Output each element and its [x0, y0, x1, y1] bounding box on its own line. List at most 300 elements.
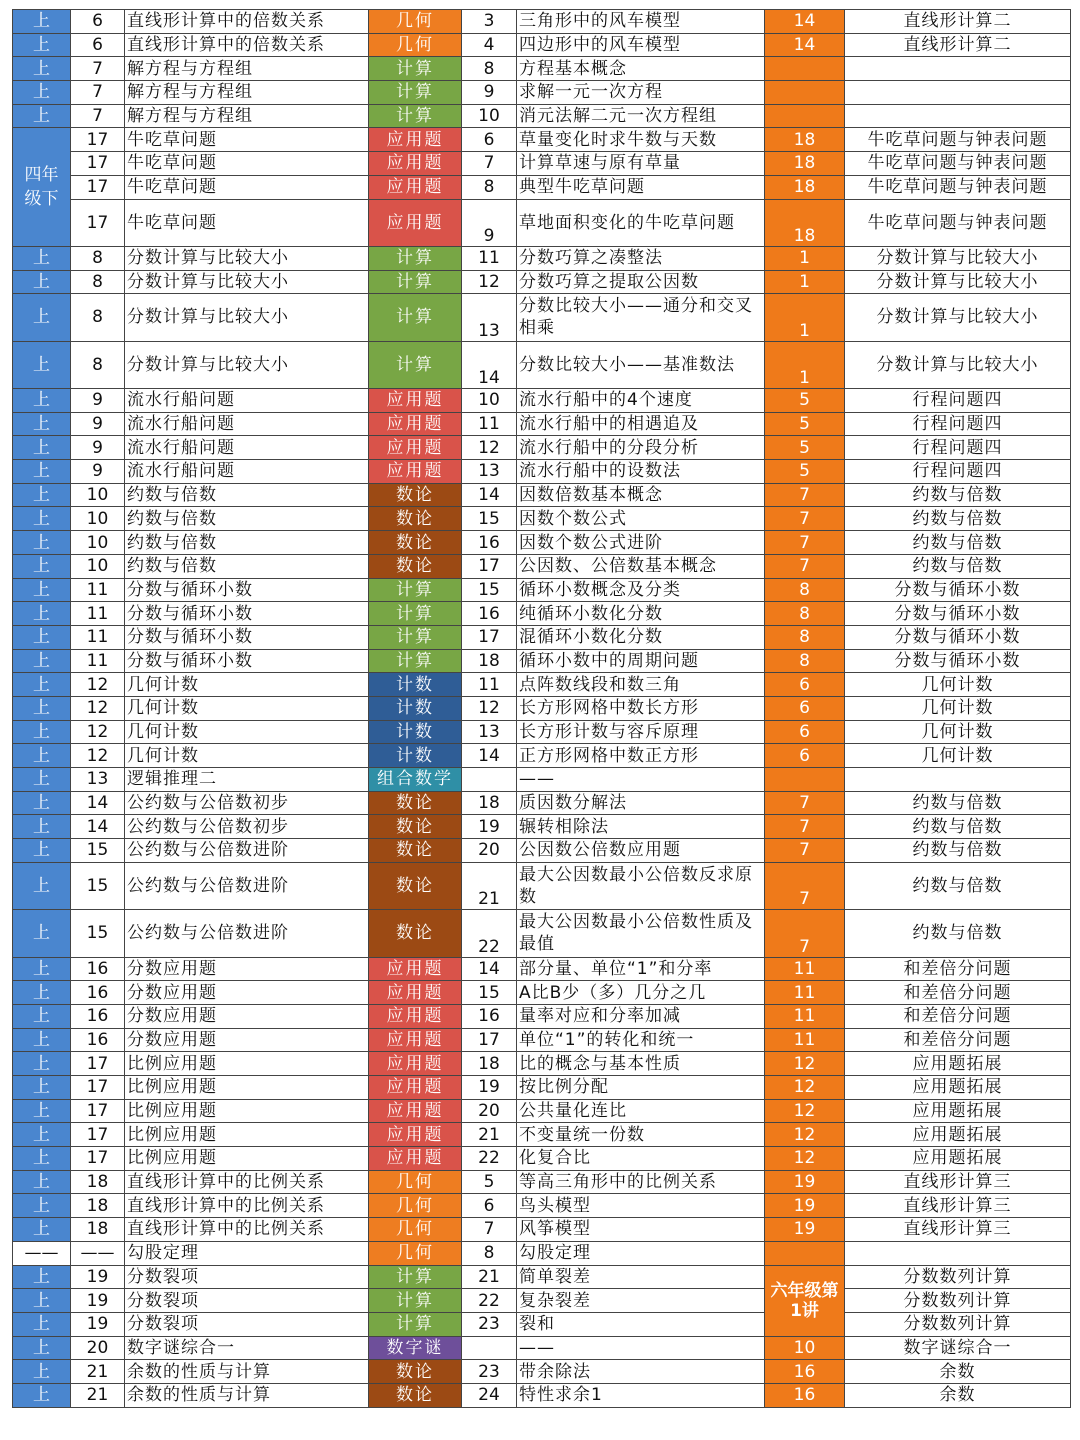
- topic-cell: 逻辑推理二: [125, 768, 369, 792]
- category-cell: 数论: [369, 1360, 462, 1384]
- semester-cell: 上: [13, 531, 71, 555]
- topic-cell: 勾股定理: [125, 1241, 369, 1265]
- module-cell: 分数数列计算: [845, 1289, 1071, 1313]
- subtopic-title-cell: 最大公因数最小公倍数性质及最值: [517, 910, 765, 957]
- sub-number-cell: 14: [462, 744, 517, 768]
- table-row: [13, 1218, 1071, 1242]
- subtopic-title-cell: ——: [517, 1336, 765, 1360]
- reference-lecture-cell: 5: [765, 460, 845, 484]
- sub-number-cell: 24: [462, 1383, 517, 1407]
- lecture-number-cell: 6: [71, 33, 125, 57]
- lecture-number-cell: 12: [71, 744, 125, 768]
- sub-number-cell: 18: [462, 649, 517, 673]
- lecture-number-cell: 11: [71, 578, 125, 602]
- module-cell: 应用题拓展: [845, 1076, 1071, 1100]
- subtopic-title-cell: 循环小数概念及分类: [517, 578, 765, 602]
- module-cell: 余数: [845, 1360, 1071, 1384]
- topic-cell: 分数裂项: [125, 1289, 369, 1313]
- module-cell: 分数计算与比较大小: [845, 246, 1071, 270]
- sub-number-cell: 9: [462, 199, 517, 246]
- table-row: [13, 1336, 1071, 1360]
- lecture-number-cell: 10: [71, 483, 125, 507]
- subtopic-title-cell: 因数个数公式进阶: [517, 531, 765, 555]
- sub-number-cell: 19: [462, 815, 517, 839]
- lecture-number-cell: 17: [71, 1052, 125, 1076]
- semester-cell: 上: [13, 1194, 71, 1218]
- topic-cell: 约数与倍数: [125, 483, 369, 507]
- table-row: [13, 1076, 1071, 1100]
- table-row: [13, 839, 1071, 863]
- category-cell: 组合数学: [369, 768, 462, 792]
- table-row: [13, 152, 1071, 176]
- category-cell: 几何: [369, 33, 462, 57]
- semester-cell: 上: [13, 649, 71, 673]
- lecture-number-cell: 8: [71, 246, 125, 270]
- category-cell: 应用题: [369, 199, 462, 246]
- module-cell: 约数与倍数: [845, 815, 1071, 839]
- category-cell: 数论: [369, 1383, 462, 1407]
- lecture-number-cell: 10: [71, 531, 125, 555]
- semester-cell: ——: [13, 1241, 71, 1265]
- semester-cell: 上: [13, 578, 71, 602]
- lecture-number-cell: 17: [71, 1123, 125, 1147]
- semester-cell: 上: [13, 460, 71, 484]
- table-row: [13, 981, 1071, 1005]
- subtopic-title-cell: 分数巧算之凑整法: [517, 246, 765, 270]
- reference-lecture-cell: 10: [765, 1336, 845, 1360]
- sub-number-cell: 21: [462, 1265, 517, 1289]
- sub-number-cell: 10: [462, 104, 517, 128]
- lecture-number-cell: 17: [71, 128, 125, 152]
- category-cell: 应用题: [369, 128, 462, 152]
- topic-cell: 几何计数: [125, 696, 369, 720]
- module-cell: 直线形计算二: [845, 33, 1071, 57]
- lecture-number-cell: 16: [71, 1004, 125, 1028]
- module-cell: 分数数列计算: [845, 1312, 1071, 1336]
- lecture-number-cell: 17: [71, 199, 125, 246]
- semester-cell: 上: [13, 436, 71, 460]
- table-row: [13, 389, 1071, 413]
- table-row: [13, 673, 1071, 697]
- module-cell: 约数与倍数: [845, 554, 1071, 578]
- sub-number-cell: [462, 768, 517, 792]
- sub-number-cell: 15: [462, 507, 517, 531]
- category-cell: 数论: [369, 507, 462, 531]
- table-row: [13, 128, 1071, 152]
- reference-lecture-cell: 16: [765, 1360, 845, 1384]
- subtopic-title-cell: 消元法解二元一次方程组: [517, 104, 765, 128]
- subtopic-title-cell: 草地面积变化的牛吃草问题: [517, 199, 765, 246]
- sub-number-cell: 8: [462, 57, 517, 81]
- module-cell: 约数与倍数: [845, 483, 1071, 507]
- category-cell: 应用题: [369, 981, 462, 1005]
- reference-lecture-cell: 19: [765, 1218, 845, 1242]
- subtopic-title-cell: 长方形网格中数长方形: [517, 696, 765, 720]
- reference-lecture-cell: 8: [765, 625, 845, 649]
- topic-cell: 流水行船问题: [125, 389, 369, 413]
- category-cell: 应用题: [369, 412, 462, 436]
- subtopic-title-cell: 三角形中的风车模型: [517, 10, 765, 34]
- lecture-number-cell: 9: [71, 389, 125, 413]
- sub-number-cell: 12: [462, 436, 517, 460]
- semester-cell: 上: [13, 554, 71, 578]
- lecture-number-cell: 15: [71, 862, 125, 909]
- category-cell: 应用题: [369, 152, 462, 176]
- subtopic-title-cell: 公共量化连比: [517, 1099, 765, 1123]
- lecture-number-cell: 9: [71, 436, 125, 460]
- subtopic-title-cell: 纯循环小数化分数: [517, 602, 765, 626]
- subtopic-title-cell: 比的概念与基本性质: [517, 1052, 765, 1076]
- subtopic-title-cell: 风筝模型: [517, 1218, 765, 1242]
- sub-number-cell: 6: [462, 128, 517, 152]
- category-cell: 计算: [369, 270, 462, 294]
- reference-lecture-cell: [765, 1241, 845, 1265]
- module-cell: 分数与循环小数: [845, 602, 1071, 626]
- semester-cell: 上: [13, 744, 71, 768]
- sub-number-cell: 17: [462, 554, 517, 578]
- semester-cell: 上: [13, 1360, 71, 1384]
- module-cell: 约数与倍数: [845, 531, 1071, 555]
- topic-cell: 分数计算与比较大小: [125, 294, 369, 341]
- lecture-number-cell: 21: [71, 1383, 125, 1407]
- table-row: [13, 270, 1071, 294]
- reference-lecture-cell: 12: [765, 1076, 845, 1100]
- topic-cell: 公约数与公倍数进阶: [125, 910, 369, 957]
- lecture-number-cell: 10: [71, 507, 125, 531]
- reference-lecture-cell: 11: [765, 981, 845, 1005]
- semester-cell: 上: [13, 1052, 71, 1076]
- lecture-number-cell: 19: [71, 1312, 125, 1336]
- reference-lecture-cell: 11: [765, 1028, 845, 1052]
- semester-cell: 上: [13, 815, 71, 839]
- subtopic-title-cell: 长方形计数与容斥原理: [517, 720, 765, 744]
- semester-cell: 上: [13, 507, 71, 531]
- sub-number-cell: 22: [462, 1289, 517, 1313]
- lecture-number-cell: 8: [71, 294, 125, 341]
- sub-number-cell: 15: [462, 578, 517, 602]
- table-row: [13, 1383, 1071, 1407]
- sub-number-cell: 8: [462, 1241, 517, 1265]
- lecture-number-cell: 20: [71, 1336, 125, 1360]
- topic-cell: 流水行船问题: [125, 412, 369, 436]
- table-row: [13, 104, 1071, 128]
- sub-number-cell: 15: [462, 981, 517, 1005]
- category-cell: 应用题: [369, 436, 462, 460]
- table-row: [13, 554, 1071, 578]
- semester-cell: 上: [13, 1028, 71, 1052]
- sub-number-cell: 14: [462, 483, 517, 507]
- module-cell: 牛吃草问题与钟表问题: [845, 128, 1071, 152]
- module-cell: 和差倍分问题: [845, 957, 1071, 981]
- topic-cell: 分数裂项: [125, 1265, 369, 1289]
- table-row: [13, 910, 1071, 957]
- semester-cell: 上: [13, 294, 71, 341]
- subtopic-title-cell: 辗转相除法: [517, 815, 765, 839]
- module-cell: 行程问题四: [845, 436, 1071, 460]
- table-row: [13, 1028, 1071, 1052]
- topic-cell: 分数与循环小数: [125, 578, 369, 602]
- sub-number-cell: 21: [462, 862, 517, 909]
- topic-cell: 分数应用题: [125, 981, 369, 1005]
- semester-cell: 上: [13, 1336, 71, 1360]
- subtopic-title-cell: 按比例分配: [517, 1076, 765, 1100]
- subtopic-title-cell: 流水行船中的4个速度: [517, 389, 765, 413]
- category-cell: 应用题: [369, 957, 462, 981]
- semester-cell: 上: [13, 696, 71, 720]
- table-row: [13, 1123, 1071, 1147]
- category-cell: 计算: [369, 649, 462, 673]
- semester-cell: 上: [13, 673, 71, 697]
- lecture-number-cell: 11: [71, 649, 125, 673]
- module-cell: [845, 57, 1071, 81]
- subtopic-title-cell: 公因数、公倍数基本概念: [517, 554, 765, 578]
- subtopic-title-cell: 最大公因数最小公倍数反求原数: [517, 862, 765, 909]
- category-cell: 计算: [369, 246, 462, 270]
- topic-cell: 比例应用题: [125, 1123, 369, 1147]
- semester-cell: 上: [13, 910, 71, 957]
- subtopic-title-cell: 循环小数中的周期问题: [517, 649, 765, 673]
- sub-number-cell: 6: [462, 1194, 517, 1218]
- sub-number-cell: 23: [462, 1312, 517, 1336]
- sub-number-cell: 13: [462, 294, 517, 341]
- lecture-number-cell: 18: [71, 1218, 125, 1242]
- reference-lecture-cell: 14: [765, 10, 845, 34]
- reference-lecture-cell: 11: [765, 1004, 845, 1028]
- lecture-number-cell: 12: [71, 720, 125, 744]
- topic-cell: 直线形计算中的倍数关系: [125, 33, 369, 57]
- reference-lecture-cell: 8: [765, 602, 845, 626]
- module-cell: 几何计数: [845, 673, 1071, 697]
- sub-number-cell: 8: [462, 175, 517, 199]
- curriculum-table: [12, 9, 1071, 1408]
- topic-cell: 比例应用题: [125, 1099, 369, 1123]
- category-cell: 计算: [369, 341, 462, 388]
- sub-number-cell: 14: [462, 957, 517, 981]
- grade-label: 四年级下: [24, 165, 59, 210]
- semester-cell: 上: [13, 389, 71, 413]
- module-cell: 直线形计算三: [845, 1170, 1071, 1194]
- module-cell: [845, 768, 1071, 792]
- subtopic-title-cell: 复杂裂差: [517, 1289, 765, 1313]
- lecture-number-cell: 18: [71, 1170, 125, 1194]
- module-cell: 分数计算与比较大小: [845, 341, 1071, 388]
- lecture-number-cell: 8: [71, 341, 125, 388]
- subtopic-title-cell: 化复合比: [517, 1147, 765, 1171]
- table-row: [13, 1265, 1071, 1289]
- sub-number-cell: 12: [462, 696, 517, 720]
- reference-lecture-cell: 8: [765, 578, 845, 602]
- category-cell: 应用题: [369, 1076, 462, 1100]
- lecture-number-cell: 19: [71, 1289, 125, 1313]
- topic-cell: 数字谜综合一: [125, 1336, 369, 1360]
- category-cell: 计算: [369, 625, 462, 649]
- lecture-number-cell: 16: [71, 981, 125, 1005]
- reference-lecture-cell: [765, 104, 845, 128]
- reference-lecture-cell: 7: [765, 554, 845, 578]
- table-row: [13, 1194, 1071, 1218]
- subtopic-title-cell: 求解一元一次方程: [517, 81, 765, 105]
- table-row: [13, 768, 1071, 792]
- category-cell: 应用题: [369, 1099, 462, 1123]
- topic-cell: 牛吃草问题: [125, 128, 369, 152]
- sub-number-cell: 3: [462, 10, 517, 34]
- reference-lecture-cell: 12: [765, 1052, 845, 1076]
- lecture-number-cell: 7: [71, 104, 125, 128]
- category-cell: 应用题: [369, 1147, 462, 1171]
- module-cell: 分数数列计算: [845, 1265, 1071, 1289]
- category-cell: 计数: [369, 696, 462, 720]
- reference-lecture-cell: 7: [765, 862, 845, 909]
- topic-cell: 分数计算与比较大小: [125, 246, 369, 270]
- table-row: [13, 57, 1071, 81]
- module-cell: 约数与倍数: [845, 839, 1071, 863]
- topic-cell: 几何计数: [125, 673, 369, 697]
- module-cell: 牛吃草问题与钟表问题: [845, 175, 1071, 199]
- lecture-number-cell: 16: [71, 957, 125, 981]
- subtopic-title-cell: 不变量统一份数: [517, 1123, 765, 1147]
- topic-cell: 公约数与公倍数初步: [125, 815, 369, 839]
- table-row: [13, 460, 1071, 484]
- subtopic-title-cell: 流水行船中的分段分析: [517, 436, 765, 460]
- reference-lecture-cell: 7: [765, 791, 845, 815]
- subtopic-title-cell: 分数比较大小——通分和交叉相乘: [517, 294, 765, 341]
- subtopic-title-cell: 典型牛吃草问题: [517, 175, 765, 199]
- topic-cell: 流水行船问题: [125, 436, 369, 460]
- table-row: [13, 862, 1071, 909]
- topic-cell: 解方程与方程组: [125, 104, 369, 128]
- semester-cell: 上: [13, 1312, 71, 1336]
- subtopic-title-cell: 鸟头模型: [517, 1194, 765, 1218]
- topic-cell: 比例应用题: [125, 1147, 369, 1171]
- semester-cell: 上: [13, 1265, 71, 1289]
- reference-lecture-cell: 7: [765, 483, 845, 507]
- reference-lecture-cell: 8: [765, 649, 845, 673]
- sub-number-cell: 5: [462, 1170, 517, 1194]
- category-cell: 计算: [369, 578, 462, 602]
- reference-lecture-cell: 18: [765, 128, 845, 152]
- module-cell: 和差倍分问题: [845, 1028, 1071, 1052]
- category-cell: 数论: [369, 839, 462, 863]
- topic-cell: 解方程与方程组: [125, 81, 369, 105]
- semester-cell: 上: [13, 483, 71, 507]
- sub-number-cell: 18: [462, 1052, 517, 1076]
- subtopic-title-cell: 量率对应和分率加减: [517, 1004, 765, 1028]
- semester-cell: 上: [13, 1218, 71, 1242]
- sub-number-cell: 22: [462, 910, 517, 957]
- sub-number-cell: 17: [462, 1028, 517, 1052]
- table-row: [13, 1147, 1071, 1171]
- topic-cell: 公约数与公倍数进阶: [125, 839, 369, 863]
- reference-lecture-cell: 5: [765, 412, 845, 436]
- semester-cell: 上: [13, 1099, 71, 1123]
- category-cell: 计算: [369, 104, 462, 128]
- category-cell: 数论: [369, 531, 462, 555]
- table-row: [13, 649, 1071, 673]
- semester-cell: 上: [13, 10, 71, 34]
- lecture-number-cell: 12: [71, 696, 125, 720]
- module-cell: 几何计数: [845, 720, 1071, 744]
- table-row: [13, 175, 1071, 199]
- sub-number-cell: 22: [462, 1147, 517, 1171]
- topic-cell: 比例应用题: [125, 1052, 369, 1076]
- lecture-number-cell: 6: [71, 10, 125, 34]
- table-row: [13, 602, 1071, 626]
- module-cell: 分数与循环小数: [845, 578, 1071, 602]
- table-row: [13, 81, 1071, 105]
- module-cell: 余数: [845, 1383, 1071, 1407]
- module-cell: 约数与倍数: [845, 507, 1071, 531]
- lecture-number-cell: 11: [71, 602, 125, 626]
- table-row: [13, 1099, 1071, 1123]
- lecture-number-cell: 17: [71, 1147, 125, 1171]
- sub-number-cell: 10: [462, 389, 517, 413]
- subtopic-title-cell: 方程基本概念: [517, 57, 765, 81]
- lecture-number-cell: 17: [71, 175, 125, 199]
- topic-cell: 牛吃草问题: [125, 152, 369, 176]
- reference-lecture-cell: 7: [765, 507, 845, 531]
- category-cell: 应用题: [369, 1123, 462, 1147]
- semester-cell: 上: [13, 768, 71, 792]
- table-row: [13, 696, 1071, 720]
- subtopic-title-cell: 因数倍数基本概念: [517, 483, 765, 507]
- lecture-number-cell: 9: [71, 412, 125, 436]
- reference-lecture-cell: 6: [765, 696, 845, 720]
- reference-lecture-cell: 5: [765, 436, 845, 460]
- table-row: [13, 246, 1071, 270]
- grade-label-cell: [13, 128, 71, 246]
- semester-cell: 上: [13, 957, 71, 981]
- table-row: [13, 815, 1071, 839]
- table-row: [13, 1170, 1071, 1194]
- subtopic-title-cell: 勾股定理: [517, 1241, 765, 1265]
- sub-number-cell: 13: [462, 720, 517, 744]
- lecture-number-cell: 15: [71, 910, 125, 957]
- semester-cell: 上: [13, 33, 71, 57]
- semester-cell: 上: [13, 720, 71, 744]
- sub-number-cell: 4: [462, 33, 517, 57]
- semester-cell: 上: [13, 270, 71, 294]
- reference-lecture-cell: 18: [765, 152, 845, 176]
- table-row: [13, 1289, 1071, 1313]
- table-row: [13, 791, 1071, 815]
- category-cell: 几何: [369, 1218, 462, 1242]
- lecture-number-cell: 15: [71, 839, 125, 863]
- reference-lecture-cell: 7: [765, 910, 845, 957]
- reference-lecture-cell: 16: [765, 1383, 845, 1407]
- reference-lecture-cell: 19: [765, 1194, 845, 1218]
- topic-cell: 约数与倍数: [125, 554, 369, 578]
- topic-cell: 约数与倍数: [125, 531, 369, 555]
- table-row: [13, 578, 1071, 602]
- lecture-number-cell: 7: [71, 57, 125, 81]
- category-cell: 计算: [369, 57, 462, 81]
- module-cell: 应用题拓展: [845, 1099, 1071, 1123]
- module-cell: 行程问题四: [845, 460, 1071, 484]
- reference-lecture-cell: 19: [765, 1170, 845, 1194]
- table-row: [13, 1052, 1071, 1076]
- semester-cell: 上: [13, 104, 71, 128]
- reference-lecture-cell: 18: [765, 199, 845, 246]
- reference-lecture-cell: 1: [765, 294, 845, 341]
- table-row: [13, 436, 1071, 460]
- reference-lecture-cell: 7: [765, 531, 845, 555]
- topic-cell: 分数应用题: [125, 1028, 369, 1052]
- reference-lecture-cell: [765, 57, 845, 81]
- subtopic-title-cell: 带余除法: [517, 1360, 765, 1384]
- sub-number-cell: 16: [462, 1004, 517, 1028]
- category-cell: 几何: [369, 10, 462, 34]
- topic-cell: 公约数与公倍数初步: [125, 791, 369, 815]
